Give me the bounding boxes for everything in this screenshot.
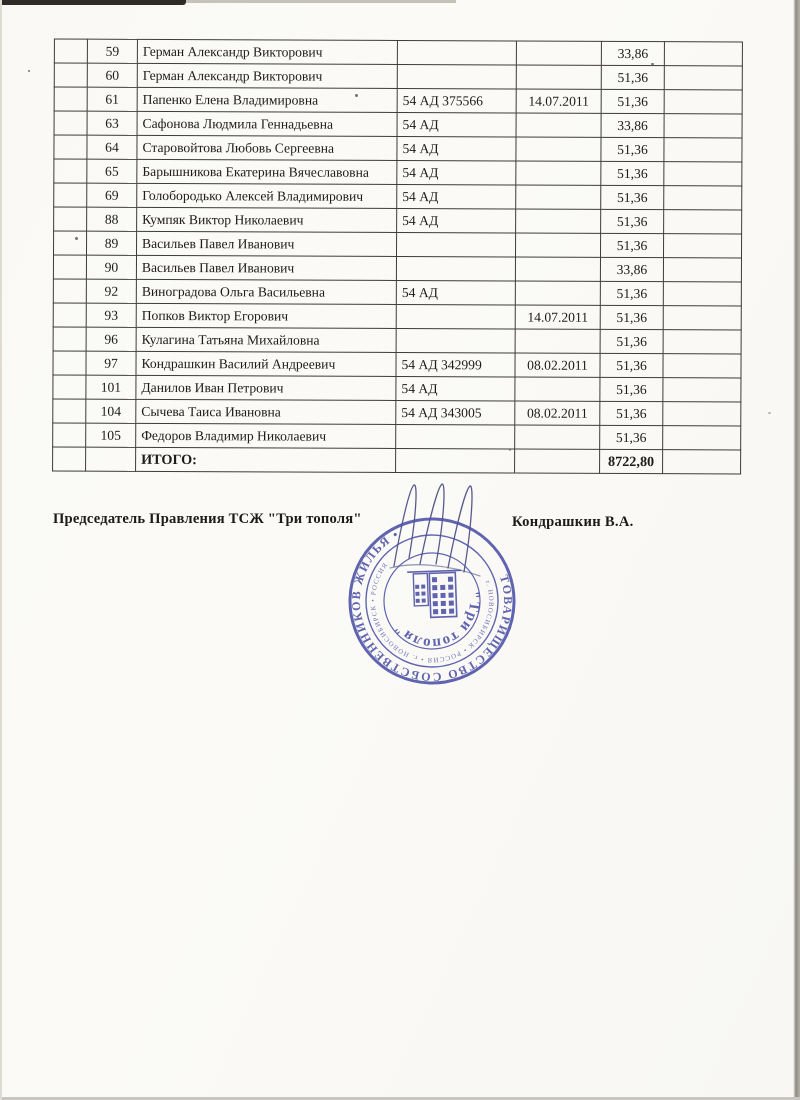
row-name-cell: Папенко Елена Владимировна [137, 87, 397, 112]
row-number-cell: 63 [87, 111, 137, 135]
row-document-cell: 54 АД 343005 [396, 400, 515, 425]
stamp-and-signature [328, 476, 544, 692]
row-blank-cell [54, 63, 87, 87]
row-amount-cell: 51,36 [600, 401, 663, 425]
row-date-cell [516, 113, 601, 137]
row-date-cell [515, 377, 600, 401]
row-blank-cell [663, 330, 741, 354]
row-blank-cell [664, 66, 742, 90]
row-name-cell: Герман Александр Викторович [137, 63, 397, 88]
table-row [53, 399, 741, 426]
scan-edge-right [793, 0, 800, 1100]
row-amount-cell: 51,36 [601, 65, 664, 89]
row-document-cell [397, 40, 516, 65]
scan-edge-top-faint [186, 0, 456, 3]
total-blank-cell [396, 448, 515, 473]
row-date-cell [515, 233, 600, 257]
row-name-cell: Кумпяк Виктор Николаевич [137, 207, 397, 232]
row-blank-cell [54, 111, 87, 135]
stamp-outer-ring-text: ТОВАРИЩЕСТВО СОБСТВЕННИКОВ ЖИЛЬЯ • [348, 526, 516, 685]
row-date-cell [516, 65, 601, 89]
row-date-cell [515, 257, 600, 281]
row-name-cell: Голобородько Алексей Владимирович [137, 183, 397, 208]
row-number-cell: 60 [87, 63, 137, 87]
table-row [54, 63, 742, 90]
row-amount-cell: 51,36 [601, 137, 664, 161]
row-blank-cell [53, 399, 86, 423]
row-blank-cell [663, 234, 741, 258]
total-amount: 8722,80 [600, 449, 663, 473]
row-document-cell: 54 АД [397, 160, 516, 185]
row-blank-cell [663, 306, 741, 330]
row-date-cell [516, 137, 601, 161]
row-name-cell: Барышникова Екатерина Вячеславовна [137, 159, 397, 184]
row-date-cell [515, 281, 600, 305]
row-date-cell: 08.02.2011 [515, 401, 600, 425]
row-date-cell: 14.07.2011 [515, 305, 600, 329]
row-date-cell [516, 41, 601, 65]
row-name-cell: Кулагина Татьяна Михайловна [136, 327, 396, 352]
row-blank-cell [54, 87, 87, 111]
stamp-inner-ring-text: г. НОВОСИБИРСК • РОССИЯ • г. НОВОСИБИРСК • РОССИЯ [369, 561, 495, 664]
row-document-cell: 54 АД 342999 [396, 352, 515, 377]
row-amount-cell: 51,36 [600, 425, 663, 449]
row-blank-cell [663, 258, 741, 282]
row-blank-cell [54, 231, 87, 255]
table-body [53, 39, 743, 450]
scan-speck [28, 70, 30, 72]
row-name-cell: Сафонова Людмила Геннадьевна [137, 111, 397, 136]
row-amount-cell: 51,36 [601, 161, 664, 185]
scan-speck [768, 412, 771, 414]
row-name-cell: Васильев Павел Иванович [136, 255, 396, 280]
table-row [53, 327, 741, 354]
row-number-cell: 105 [86, 423, 136, 447]
chairman-title: Председатель Правления ТСЖ "Три тополя" [53, 511, 362, 527]
row-amount-cell: 51,36 [600, 281, 663, 305]
table-row [54, 207, 742, 234]
row-blank-cell [664, 114, 742, 138]
table-row [53, 255, 741, 282]
row-name-cell: Герман Александр Викторович [137, 39, 397, 64]
row-blank-cell [53, 375, 86, 399]
row-blank-cell [54, 39, 87, 63]
row-name-cell: Данилов Иван Петрович [136, 375, 396, 400]
stamp-center-text: "Три тополя" [391, 590, 483, 652]
row-blank-cell [53, 351, 86, 375]
row-amount-cell: 51,36 [600, 329, 663, 353]
row-number-cell: 92 [86, 279, 136, 303]
row-name-cell: Федоров Владимир Николаевич [136, 423, 396, 448]
row-document-cell [396, 328, 515, 353]
table-row [53, 303, 741, 330]
row-blank-cell [54, 135, 87, 159]
scan-speck [75, 237, 78, 240]
row-name-cell: Попков Виктор Егорович [136, 303, 396, 328]
row-name-cell: Сычева Таиса Ивановна [136, 399, 396, 424]
row-blank-cell [664, 138, 742, 162]
row-document-cell: 54 АД [397, 112, 516, 137]
row-number-cell: 101 [86, 375, 136, 399]
round-stamp-svg [328, 476, 544, 692]
chairman-name: Кондрашкин В.А. [512, 514, 634, 530]
table-row [54, 39, 742, 66]
row-number-cell: 69 [87, 183, 137, 207]
row-date-cell [516, 161, 601, 185]
total-blank-cell [86, 447, 136, 471]
row-document-cell: 54 АД 375566 [397, 88, 516, 113]
row-blank-cell [663, 282, 741, 306]
row-blank-cell [53, 255, 86, 279]
row-name-cell: Васильев Павел Иванович [137, 231, 397, 256]
row-amount-cell: 51,36 [600, 377, 663, 401]
total-blank-cell [515, 449, 600, 473]
row-name-cell: Кондрашкин Василий Андреевич [136, 351, 396, 376]
row-date-cell: 08.02.2011 [515, 353, 600, 377]
row-amount-cell: 33,86 [601, 41, 664, 65]
row-document-cell [396, 424, 515, 449]
table-row [53, 375, 741, 402]
row-document-cell: 54 АД [396, 280, 515, 305]
row-blank-cell [663, 426, 741, 450]
row-number-cell: 104 [86, 399, 136, 423]
row-number-cell: 59 [87, 39, 137, 63]
row-amount-cell: 51,36 [601, 209, 664, 233]
row-number-cell: 96 [86, 327, 136, 351]
table-row [53, 279, 741, 306]
total-row [53, 447, 741, 474]
row-number-cell: 64 [87, 135, 137, 159]
building-pictogram [407, 570, 463, 618]
scan-edge-top-dark [0, 0, 186, 5]
scan-speck [296, 520, 298, 522]
row-number-cell: 65 [87, 159, 137, 183]
row-document-cell: 54 АД [397, 136, 516, 161]
row-date-cell [515, 425, 600, 449]
row-number-cell: 90 [86, 255, 136, 279]
row-document-cell [396, 304, 515, 329]
row-date-cell [516, 209, 601, 233]
row-number-cell: 61 [87, 87, 137, 111]
row-blank-cell [664, 42, 742, 66]
row-number-cell: 88 [87, 207, 137, 231]
row-blank-cell [664, 90, 742, 114]
total-blank-cell [53, 447, 86, 471]
table-row [54, 111, 742, 138]
row-amount-cell: 51,36 [600, 305, 663, 329]
row-blank-cell [664, 162, 742, 186]
row-blank-cell [53, 279, 86, 303]
row-number-cell: 93 [86, 303, 136, 327]
row-date-cell [515, 329, 600, 353]
row-document-cell: 54 АД [396, 376, 515, 401]
payments-table-grid [52, 38, 743, 474]
scan-speck [651, 63, 654, 65]
row-blank-cell [53, 303, 86, 327]
table-row [53, 351, 741, 378]
payments-table [52, 38, 743, 474]
row-document-cell [396, 256, 515, 281]
scan-edge-left [0, 0, 2, 1100]
scan-speck [509, 449, 511, 451]
table-total-body [53, 447, 741, 474]
table-row [53, 423, 741, 450]
total-blank-cell [663, 450, 741, 474]
row-amount-cell: 51,36 [601, 185, 664, 209]
row-blank-cell [54, 207, 87, 231]
row-name-cell: Старовойтова Любовь Сергеевна [137, 135, 397, 160]
round-stamp [328, 495, 539, 692]
row-blank-cell [53, 327, 86, 351]
row-blank-cell [663, 354, 741, 378]
row-number-cell: 89 [87, 231, 137, 255]
row-document-cell [397, 64, 516, 89]
row-document-cell: 54 АД [397, 208, 516, 233]
row-amount-cell: 51,36 [601, 89, 664, 113]
row-amount-cell: 51,36 [600, 353, 663, 377]
row-blank-cell [664, 210, 742, 234]
row-blank-cell [664, 186, 742, 210]
total-label: ИТОГО: [136, 447, 396, 472]
table-row [54, 231, 742, 258]
table-row [54, 159, 742, 186]
row-date-cell [516, 185, 601, 209]
table-row [54, 87, 742, 114]
row-blank-cell [663, 378, 741, 402]
row-amount-cell: 51,36 [600, 233, 663, 257]
row-name-cell: Виноградова Ольга Васильевна [136, 279, 396, 304]
table-row [54, 135, 742, 162]
row-number-cell: 97 [86, 351, 136, 375]
table-row [54, 183, 742, 210]
row-amount-cell: 33,86 [601, 113, 664, 137]
row-document-cell: 54 АД [397, 184, 516, 209]
row-amount-cell: 33,86 [600, 257, 663, 281]
row-date-cell: 14.07.2011 [516, 89, 601, 113]
row-blank-cell [54, 159, 87, 183]
scan-speck [355, 94, 358, 97]
row-blank-cell [54, 183, 87, 207]
row-document-cell [397, 232, 516, 257]
row-blank-cell [663, 402, 741, 426]
row-blank-cell [53, 423, 86, 447]
